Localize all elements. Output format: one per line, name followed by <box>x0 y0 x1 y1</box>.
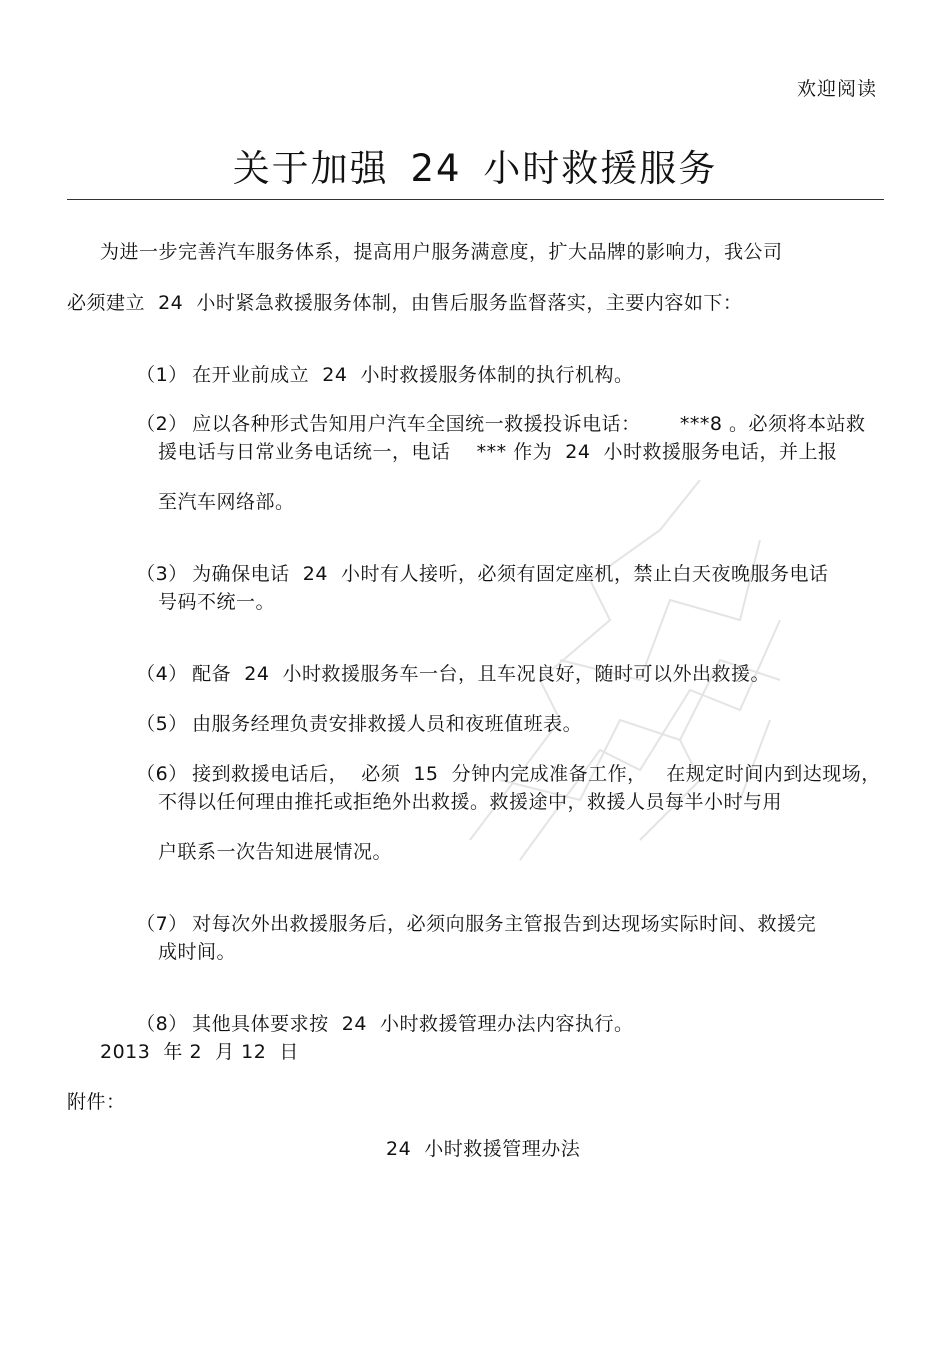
list-item-number: （8） <box>136 1013 188 1035</box>
list-item-text: 在开业前成立 24 小时救援服务体制的执行机构。 <box>192 364 634 386</box>
header-note: 欢迎阅读 <box>796 78 877 100</box>
list-item-number: （6） <box>136 763 188 785</box>
list-item-text: 由服务经理负责安排救援人员和夜班值班表。 <box>192 713 583 735</box>
list-item-text: 其他具体要求按 24 小时救援管理办法内容执行。 <box>192 1013 634 1035</box>
list-item-number: （4） <box>136 663 188 685</box>
list-item-continuation: 不得以任何理由推托或拒绝外出救援。救援途中，救援人员每半小时与用 <box>158 791 783 813</box>
document-date: 2013 年 2 月 12 日 <box>100 1041 299 1063</box>
list-item-continuation: 援电话与日常业务电话统一，电话 *** 作为 24 小时救援服务电话，并上报 <box>158 441 838 463</box>
list-item-continuation: 至汽车网络部。 <box>158 491 295 513</box>
title-divider <box>67 199 884 200</box>
list-item-text: 接到救援电话后， 必须 15 分钟内完成准备工作， 在规定时间内到达现场， <box>192 763 881 785</box>
list-item-text: 对每次外出救援服务后，必须向服务主管报告到达现场实际时间、救援完 <box>192 913 817 935</box>
document-title: 关于加强 24 小时救援服务 <box>232 147 718 190</box>
list-item-number: （3） <box>136 563 188 585</box>
list-item-continuation: 号码不统一。 <box>158 591 276 613</box>
intro-line-2: 必须建立 24 小时紧急救援服务体制，由售后服务监督落实，主要内容如下： <box>67 292 743 314</box>
list-item-number: （5） <box>136 713 188 735</box>
list-item-number: （1） <box>136 364 188 386</box>
attachment-label: 附件： <box>67 1091 126 1113</box>
list-item-number: （7） <box>136 913 188 935</box>
list-item-continuation: 户联系一次告知进展情况。 <box>158 841 393 863</box>
list-item-text: 为确保电话 24 小时有人接听，必须有固定座机，禁止白天夜晚服务电话 <box>192 563 829 585</box>
list-item-number: （2） <box>136 413 188 435</box>
list-item-continuation: 成时间。 <box>158 941 237 963</box>
list-item-text: 配备 24 小时救援服务车一台，且车况良好，随时可以外出救援。 <box>192 663 771 685</box>
intro-line-1: 为进一步完善汽车服务体系，提高用户服务满意度，扩大品牌的影响力，我公司 <box>100 241 783 263</box>
list-item-text: 应以各种形式告知用户汽车全国统一救援投诉电话： ***8 。必须将本站救 <box>192 413 866 435</box>
attachment-title: 24 小时救援管理办法 <box>386 1138 581 1160</box>
